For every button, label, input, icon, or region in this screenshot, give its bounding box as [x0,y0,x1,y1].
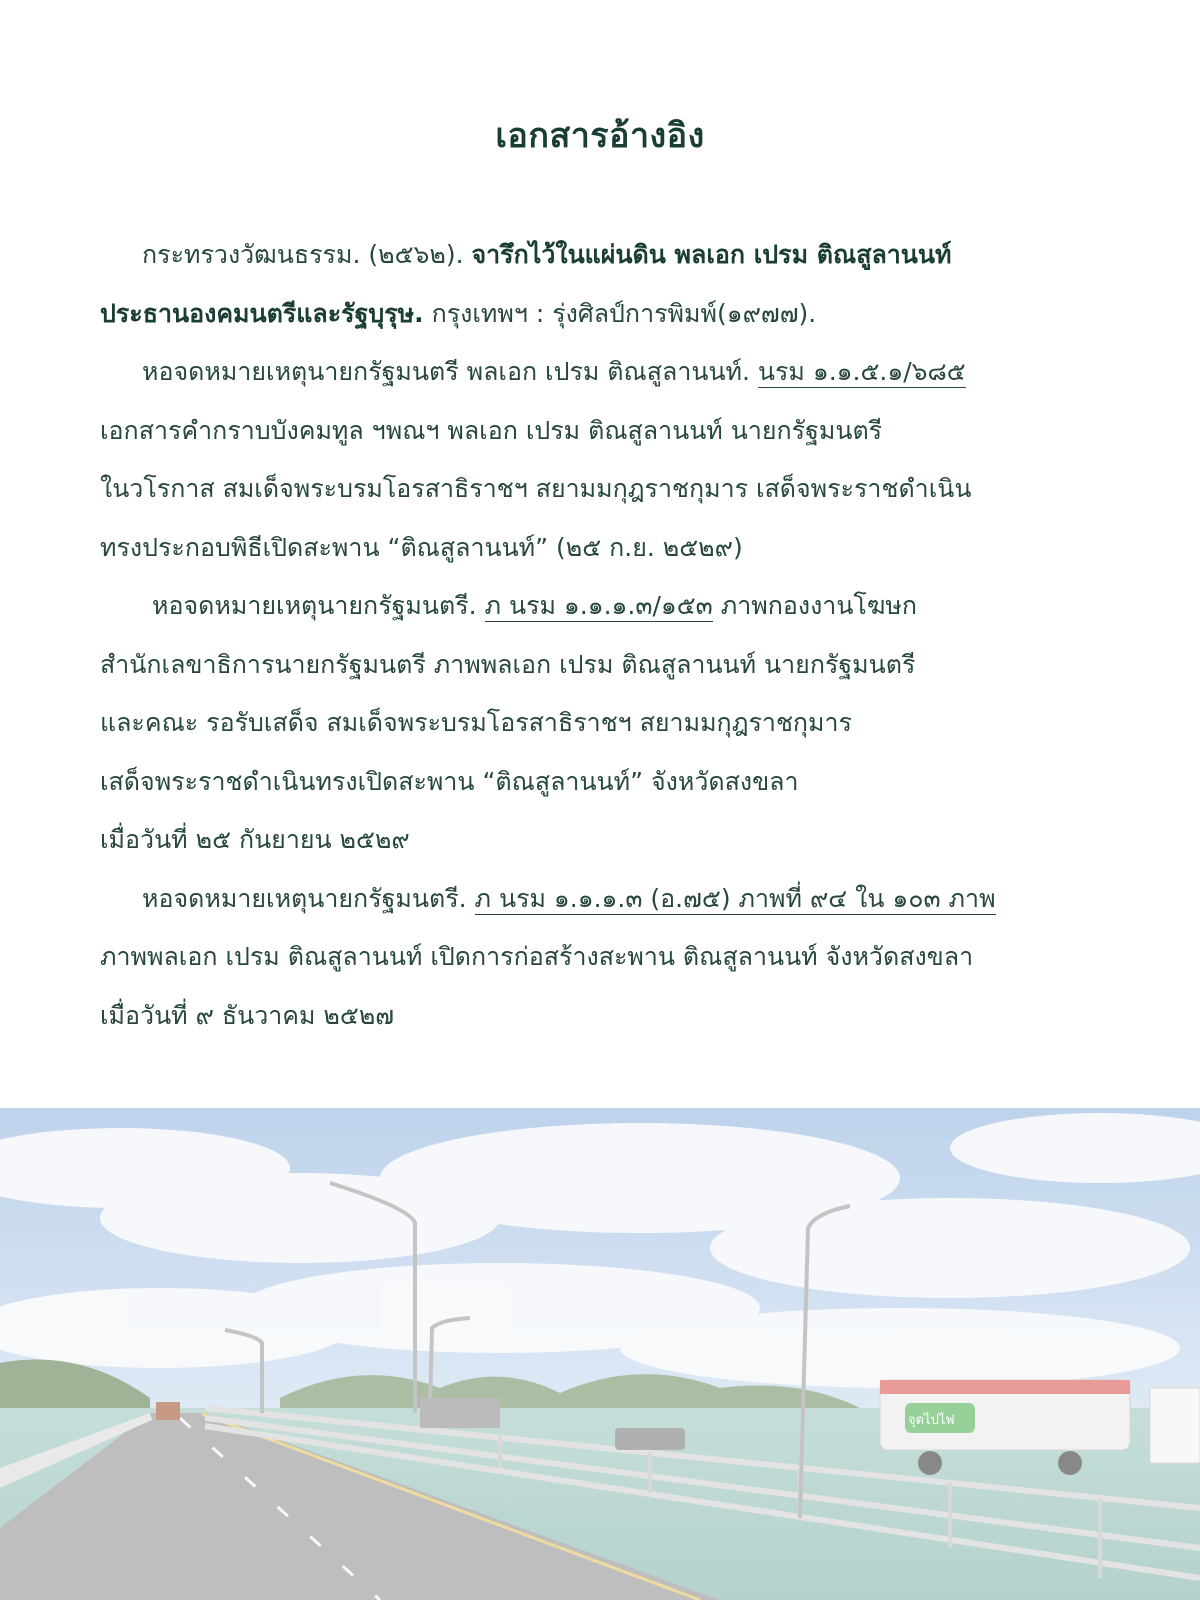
reference-4-line-3: เมื่อวันที่ ๙ ธันวาคม ๒๕๒๗ [100,1000,395,1030]
reference-2-line-1 [100,343,1120,402]
page-title: เอกสารอ้างอิง [495,116,705,156]
reference-3-source: หอจดหมายเหตุนายกรัฐมนตรี. [152,591,485,620]
reference-2-line-4: ทรงประกอบพิธีเปิดสะพาน “ติณสูลานนท์” (๒๕ ก.ย. ๒๕๒๙) [100,532,743,562]
reference-3-line-5: เมื่อวันที่ ๒๕ กันยายน ๒๕๒๙ [100,825,410,854]
reference-3-line-3: และคณะ รอรับเสด็จ สมเด็จพระบรมโอรสาธิราชฯ สยามมกุฎราชกุมาร [100,708,852,737]
reference-3-archive-code: ภ นรม ๑.๑.๑.๓/๑๕๓ [484,591,713,620]
reference-1-line-1 [100,226,1120,285]
reference-2-source: หอจดหมายเหตุนายกรัฐมนตรี พลเอก เปรม ติณสูลานนท์. [142,357,758,386]
reference-1-publisher: กรุงเทพฯ : รุ่งศิลป์การพิมพ์(๑๙๗๗). [423,298,817,328]
reference-list [100,226,1120,1045]
truck-sign: จุดไปไฟ [908,1413,955,1428]
reference-3-line-4: เสด็จพระราชดำเนินทรงเปิดสะพาน “ติณสูลานนท์” จังหวัดสงขลา [100,766,799,796]
reference-3-line-2: สำนักเลขาธิการนายกรัฐมนตรี ภาพพลเอก เปรม ติณสูลานนท์ นายกรัฐมนตรี [100,649,916,679]
reference-2-line-3: ในวโรกาส สมเด็จพระบรมโอรสาธิราชฯ สยามมกุฎราชกุมาร เสด็จพระราชดำเนิน [100,474,972,503]
reference-4-source: หอจดหมายเหตุนายกรัฐมนตรี. [142,883,475,913]
bridge-over-sea-photo [0,1108,1200,1600]
reference-1-line-2 [100,285,1120,344]
reference-2-line-2: เอกสารคำกราบบังคมทูล ฯพณฯ พลเอก เปรม ติณสูลานนท์ นายกรัฐมนตรี [100,415,883,445]
reference-3-desc: ภาพกองงานโฆษก [712,591,918,620]
reference-4-archive-code: ภ นรม ๑.๑.๑.๓ (อ.๗๕) ภาพที่ ๙๔ ใน ๑๐๓ ภาพ [474,883,996,913]
reference-1-author: กระทรวงวัฒนธรรม. (๒๕๖๒). [142,240,472,269]
reference-4-line-1 [100,870,1120,929]
reference-3-line-1 [100,577,1120,636]
reference-1-title: จารึกไว้ในแผ่นดิน พลเอก เปรม ติณสูลานนท์ [471,240,952,269]
reference-2-archive-code: นรม ๑.๑.๕.๑/๖๘๕ [757,357,966,386]
photo-fade-overlay [0,1108,1200,1600]
reference-4-line-2: ภาพพลเอก เปรม ติณสูลานนท์ เปิดการก่อสร้างสะพาน ติณสูลานนท์ จังหวัดสงขลา [100,942,974,971]
reference-1-title-cont: ประธานองคมนตรีและรัฐบุรุษ. [100,298,424,328]
